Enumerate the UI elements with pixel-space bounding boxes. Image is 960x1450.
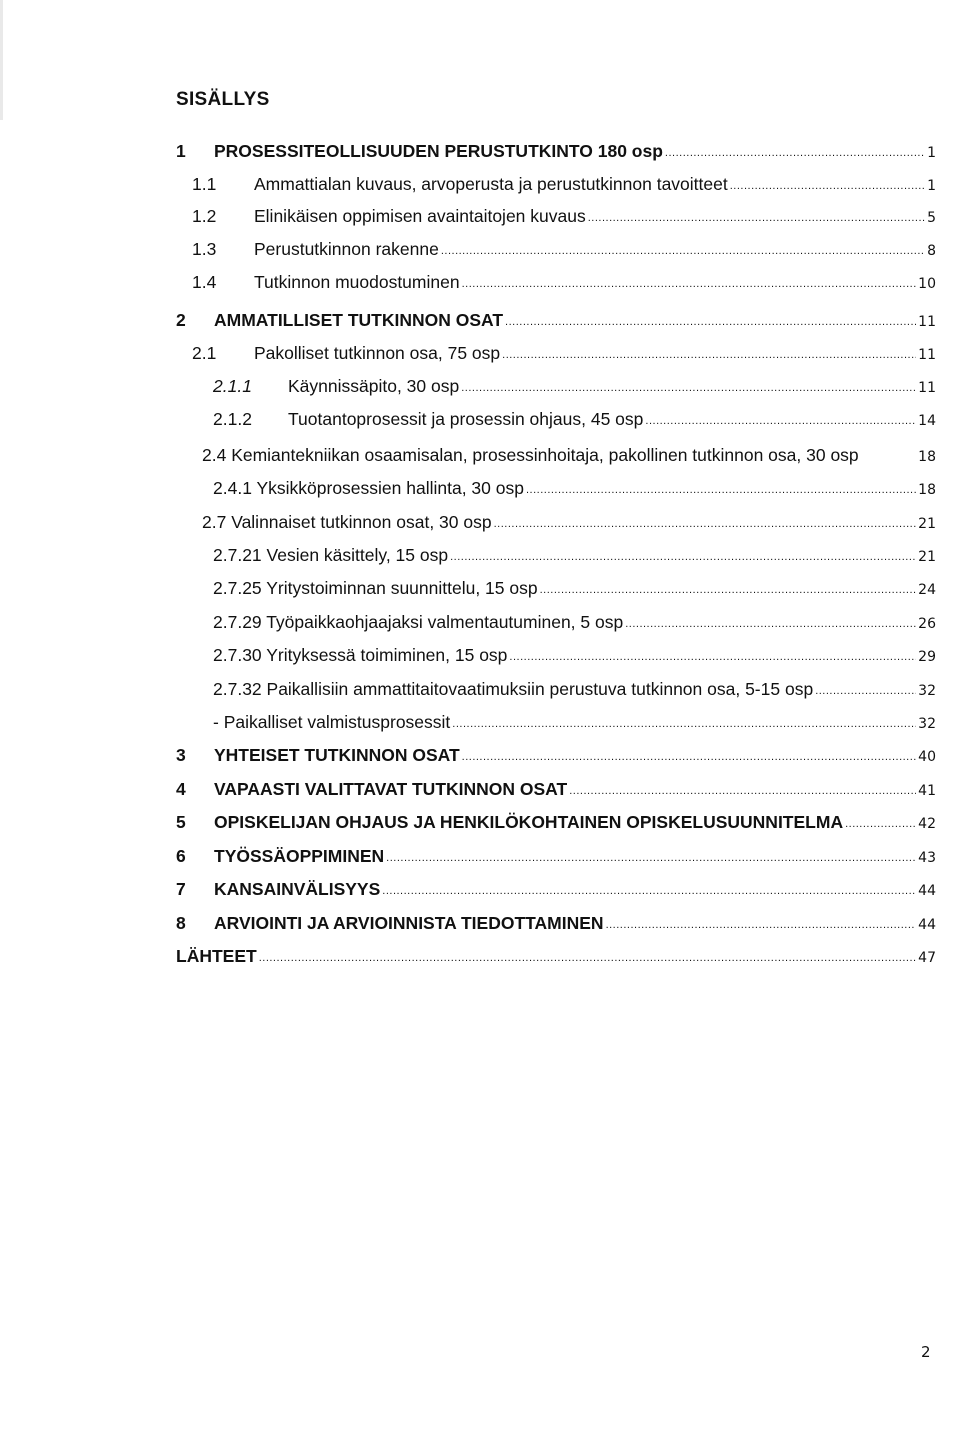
toc-entry[interactable] — [213, 478, 936, 499]
toc-entry-number: 1 — [176, 141, 186, 161]
toc-dot-leader — [526, 484, 916, 496]
toc-dot-leader — [509, 651, 916, 663]
toc-entry-page: 8 — [927, 243, 936, 259]
toc-entry-title: 2.7.29 Työpaikkaohjaajaksi valmentautuminen, 5 osp — [213, 612, 624, 632]
toc-entry[interactable] — [176, 310, 936, 331]
toc-entry[interactable] — [213, 712, 936, 733]
toc-entry-page: 41 — [918, 783, 936, 799]
page-number: 2 — [921, 1343, 931, 1361]
toc-entry[interactable] — [176, 779, 936, 800]
toc-dot-leader — [494, 518, 917, 530]
toc-entry[interactable] — [176, 946, 936, 967]
toc-entry-title: 2.7.32 Paikallisiin ammattitaitovaatimuksiin perustuva tutkinnon osa, 5-15 osp — [213, 679, 814, 699]
toc-dot-leader — [730, 180, 925, 192]
toc-entry-number: 1.4 — [192, 272, 217, 292]
toc-entry-number: 4 — [176, 779, 186, 799]
toc-entry[interactable] — [192, 206, 936, 227]
toc-entry[interactable] — [213, 545, 936, 566]
toc-entry-title: AMMATILLISET TUTKINNON OSAT — [214, 310, 504, 330]
toc-entry-number: 8 — [176, 913, 186, 933]
toc-entry-title: - Paikalliset valmistusprosessit — [213, 712, 451, 732]
toc-entry-title: 2.7.21 Vesien käsittely, 15 osp — [213, 545, 449, 565]
toc-entry-page: 40 — [918, 749, 936, 765]
toc-entry-title: LÄHTEET — [176, 946, 257, 966]
toc-entry-page: 47 — [918, 950, 936, 966]
toc-dot-leader — [505, 316, 916, 328]
toc-entry-page: 44 — [918, 917, 936, 933]
toc-entry[interactable] — [176, 846, 936, 867]
toc-heading: SISÄLLYS — [176, 89, 270, 110]
toc-entry[interactable] — [192, 343, 936, 364]
toc-dot-leader — [645, 415, 916, 427]
toc-dot-leader — [588, 212, 925, 224]
toc-dot-leader — [462, 751, 917, 763]
toc-entry-page: 11 — [918, 314, 936, 330]
toc-entry-page: 21 — [918, 549, 936, 565]
toc-dot-leader — [665, 147, 925, 159]
scan-edge-mark — [0, 0, 3, 120]
toc-entry[interactable] — [176, 913, 936, 934]
toc-entry-page: 21 — [918, 516, 936, 532]
toc-entry-number: 2.1.2 — [213, 409, 252, 429]
toc-entry-number: 1.2 — [192, 206, 217, 226]
toc-dot-leader — [452, 718, 916, 730]
toc-entry-number: 1.1 — [192, 174, 217, 194]
toc-entry-number: 7 — [176, 879, 186, 899]
toc-dot-leader — [450, 551, 916, 563]
toc-entry-page: 11 — [918, 380, 936, 396]
toc-dot-leader — [461, 382, 916, 394]
toc-entry-title: Käynnissäpito, 30 osp — [288, 376, 460, 396]
toc-entry[interactable] — [176, 745, 936, 766]
toc-entry-page: 29 — [918, 649, 936, 665]
toc-entry-title: Perustutkinnon rakenne — [254, 239, 439, 259]
toc-dot-leader — [259, 952, 916, 964]
toc-entry[interactable] — [213, 679, 936, 700]
toc-entry-page: 18 — [918, 449, 936, 465]
toc-dot-leader — [502, 349, 916, 361]
toc-entry-title: 2.7.30 Yrityksessä toimiminen, 15 osp — [213, 645, 508, 665]
toc-entry-title: Pakolliset tutkinnon osa, 75 osp — [254, 343, 501, 363]
toc-entry-page: 18 — [918, 482, 936, 498]
toc-entry[interactable] — [213, 612, 936, 633]
toc-entry[interactable] — [213, 578, 936, 599]
toc-entry-page: 10 — [918, 276, 936, 292]
toc-entry-page: 11 — [918, 347, 936, 363]
toc-entry-number: 1.3 — [192, 239, 217, 259]
toc-entry-title: 2.4.1 Yksikköprosessien hallinta, 30 osp — [213, 478, 524, 498]
toc-entry-number: 2.1 — [192, 343, 217, 363]
toc-entry-page: 32 — [918, 716, 936, 732]
toc-dot-leader — [569, 785, 916, 797]
toc-dot-leader — [462, 278, 917, 290]
toc-entry-number: 5 — [176, 812, 186, 832]
toc-entry-title: PROSESSITEOLLISUUDEN PERUSTUTKINTO 180 osp — [214, 141, 663, 161]
toc-entry-title: 2.7.25 Yritystoiminnan suunnittelu, 15 osp — [213, 578, 538, 598]
toc-entry-page: 1 — [927, 145, 936, 161]
toc-entry[interactable] — [176, 812, 936, 833]
toc-entry-page: 26 — [918, 616, 936, 632]
toc-entry-title: TYÖSSÄOPPIMINEN — [214, 846, 385, 866]
toc-entry[interactable] — [192, 239, 936, 260]
toc-entry-number: 2 — [176, 310, 186, 330]
toc-entry[interactable] — [202, 512, 936, 533]
toc-entry-title: YHTEISET TUTKINNON OSAT — [214, 745, 460, 765]
toc-entry-title: OPISKELIJAN OHJAUS JA HENKILÖKOHTAINEN OPISKELUSUUNNITELMA — [214, 812, 844, 832]
toc-entry-title: Tuotantoprosessit ja prosessin ohjaus, 45 osp — [288, 409, 644, 429]
toc-entry-title: VAPAASTI VALITTAVAT TUTKINNON OSAT — [214, 779, 568, 799]
toc-dot-leader — [606, 919, 917, 931]
toc-entry-number: 3 — [176, 745, 186, 765]
toc-entry-page: 5 — [927, 210, 936, 226]
toc-entry-title: KANSAINVÄLISYYS — [214, 879, 381, 899]
toc-entry[interactable] — [176, 879, 936, 900]
toc-entry[interactable] — [213, 409, 936, 430]
toc-entry-page: 44 — [918, 883, 936, 899]
toc-entry-title: 2.7 Valinnaiset tutkinnon osat, 30 osp — [202, 512, 492, 532]
toc-entry-title: Ammattialan kuvaus, arvoperusta ja perustutkinnon tavoitteet — [254, 174, 728, 194]
toc-entry-page: 42 — [918, 816, 936, 832]
toc-dot-leader — [382, 885, 916, 897]
toc-entry-page: 43 — [918, 850, 936, 866]
toc-entry[interactable] — [176, 141, 936, 162]
toc-dot-leader — [540, 584, 917, 596]
toc-entry-title: Elinikäisen oppimisen avaintaitojen kuvaus — [254, 206, 586, 226]
toc-dot-leader — [625, 618, 916, 630]
toc-dot-leader — [815, 685, 916, 697]
toc-entry[interactable] — [192, 174, 936, 195]
toc-entry-title: Tutkinnon muodostuminen — [254, 272, 460, 292]
toc-entry-number: 2.1.1 — [213, 376, 252, 396]
toc-dot-leader — [441, 245, 925, 257]
toc-entry[interactable] — [213, 376, 936, 397]
toc-entry-page: 32 — [918, 683, 936, 699]
toc-entry-page: 24 — [918, 582, 936, 598]
toc-entry[interactable] — [192, 272, 936, 293]
toc-entry-number: 6 — [176, 846, 186, 866]
toc-entry[interactable] — [213, 645, 936, 666]
toc-entry-page: 14 — [918, 413, 936, 429]
toc-entry-title: 2.4 Kemiantekniikan osaamisalan, prosessinhoitaja, pakollinen tutkinnon osa, 30 osp — [202, 445, 859, 465]
toc-dot-leader — [386, 852, 916, 864]
toc-entry-page: 1 — [927, 178, 936, 194]
toc-entry-title: ARVIOINTI JA ARVIOINNISTA TIEDOTTAMINEN — [214, 913, 604, 933]
toc-entry[interactable] — [202, 445, 936, 466]
toc-dot-leader — [845, 818, 916, 830]
